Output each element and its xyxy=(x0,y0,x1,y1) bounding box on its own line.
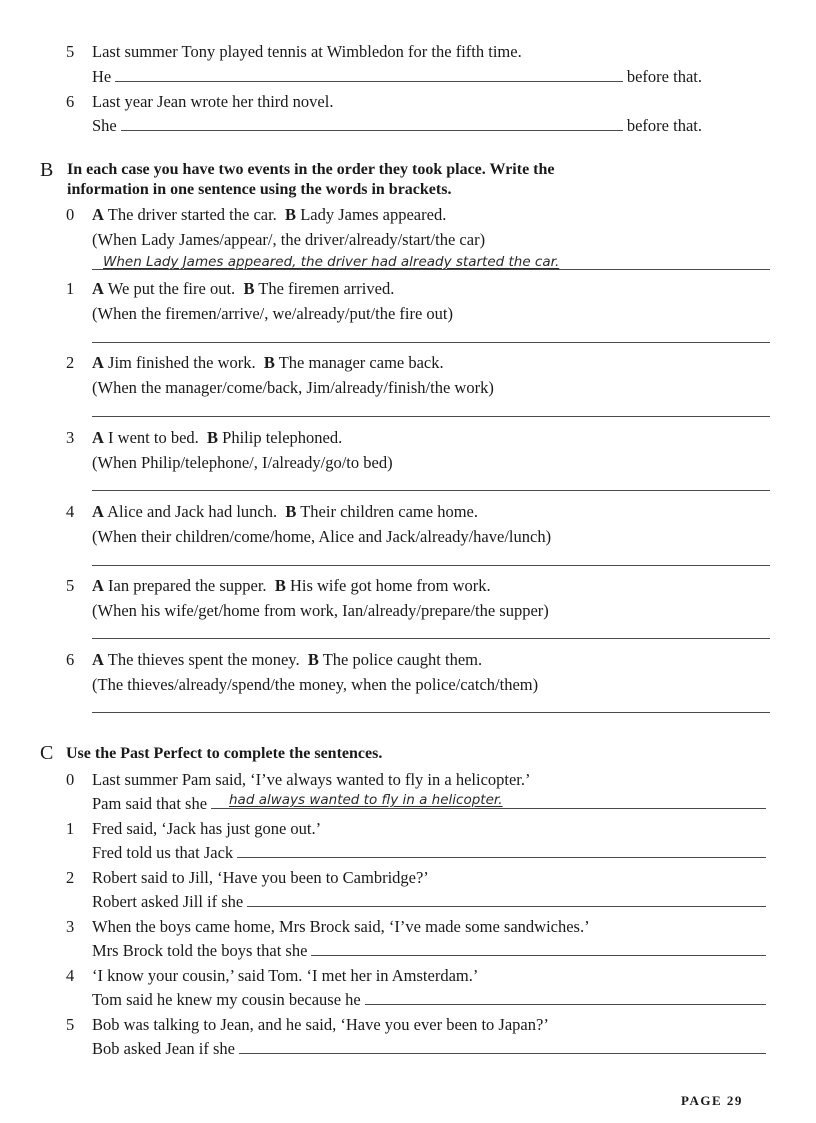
c-item-1-prompt: Fred said, ‘Jack has just gone out.’ xyxy=(92,819,322,838)
b-item-1-label-b: B xyxy=(243,279,255,298)
c-item-3-prompt: When the boys came home, Mrs Brock said, ‘I’ve made some sandwiches.’ xyxy=(92,917,590,936)
a-item-6-number: 6 xyxy=(66,92,75,111)
a-item-6-lead: She xyxy=(92,116,117,135)
b-item-2-label-b: B xyxy=(263,353,275,372)
b-item-4-label-b: B xyxy=(285,502,297,521)
c-item-2-lead: Robert asked Jill if she xyxy=(92,892,244,911)
b-item-2-number: 2 xyxy=(66,353,75,372)
b-item-4-event-b: Their children came home. xyxy=(300,502,478,521)
c-item-4-answer-row xyxy=(92,990,770,1010)
b-item-3-answer-line[interactable] xyxy=(92,490,770,491)
a-item-5-prompt: Last summer Tony played tennis at Wimbledon for the fifth time. xyxy=(92,42,522,61)
b-item-1-hint: (When the firemen/arrive/, we/already/put/the fire out) xyxy=(92,304,454,323)
c-item-5-answer-row xyxy=(92,1039,770,1059)
b-item-6-number: 6 xyxy=(66,650,75,669)
b-item-1-event-a: We put the fire out. xyxy=(107,279,236,298)
section-b-letter: B xyxy=(40,159,54,181)
b-item-5-answer-line[interactable] xyxy=(92,638,770,639)
c-item-1-number: 1 xyxy=(66,819,75,838)
a-item-6-answer-row xyxy=(92,116,702,136)
c-item-5-answer-blank[interactable] xyxy=(239,1053,766,1054)
section-c-instruction: Use the Past Perfect to complete the sentences. xyxy=(66,745,383,762)
a-item-5-lead: He xyxy=(92,67,112,86)
page-number: PAGE 29 xyxy=(681,1093,743,1108)
c-item-4-answer-blank[interactable] xyxy=(365,1004,766,1005)
b-item-0-event-a: The driver started the car. xyxy=(107,205,277,224)
b-item-0-label-b: B xyxy=(285,205,297,224)
b-item-4-hint: (When their children/come/home, Alice and Jack/already/have/lunch) xyxy=(92,527,552,546)
b-item-2-event-a: Jim finished the work. xyxy=(108,353,256,372)
a-item-5-answer-blank[interactable] xyxy=(115,81,623,82)
b-item-5-label-b: B xyxy=(274,576,286,595)
b-item-3-hint: (When Philip/telephone/, I/already/go/to bed) xyxy=(92,453,393,472)
b-item-0-example-answer: When Lady James appeared, the driver had already started the car. xyxy=(103,254,560,270)
b-item-4-events xyxy=(92,502,478,522)
b-item-1-number: 1 xyxy=(66,279,75,298)
c-item-1-answer-blank[interactable] xyxy=(237,857,766,858)
b-item-2-label-a: A xyxy=(92,353,104,372)
b-item-0-event-b: Lady James appeared. xyxy=(300,205,447,224)
c-item-1-lead: Fred told us that Jack xyxy=(92,843,234,862)
b-item-3-label-a: A xyxy=(92,428,104,447)
b-item-1-answer-line[interactable] xyxy=(92,342,770,343)
b-item-0-hint: (When Lady James/appear/, the driver/already/start/the car) xyxy=(92,230,486,249)
c-item-5-number: 5 xyxy=(66,1015,75,1034)
b-item-3-event-a: I went to bed. xyxy=(108,428,199,447)
c-item-4-prompt: ‘I know your cousin,’ said Tom. ‘I met her in Amsterdam.’ xyxy=(92,966,479,985)
b-item-5-label-a: A xyxy=(92,576,104,595)
section-b-instruction-line-2: information in one sentence using the words in brackets. xyxy=(67,181,452,198)
c-item-3-answer-blank[interactable] xyxy=(311,955,766,956)
b-item-5-hint: (When his wife/get/home from work, Ian/already/prepare/the supper) xyxy=(92,601,549,620)
section-b-instruction-line-1: In each case you have two events in the order they took place. Write the xyxy=(67,161,555,178)
c-item-3-lead: Mrs Brock told the boys that she xyxy=(92,941,308,960)
b-item-2-event-b: The manager came back. xyxy=(278,353,444,372)
a-item-5-answer-row xyxy=(92,67,702,87)
b-item-6-hint: (The thieves/already/spend/the money, when the police/catch/them) xyxy=(92,675,539,694)
b-item-6-label-a: A xyxy=(92,650,104,669)
c-item-0-prompt: Last summer Pam said, ‘I’ve always wanted to fly in a helicopter.’ xyxy=(92,770,531,789)
b-item-3-label-b: B xyxy=(207,428,219,447)
c-item-4-number: 4 xyxy=(66,966,75,985)
c-item-2-prompt: Robert said to Jill, ‘Have you been to Cambridge?’ xyxy=(92,868,429,887)
b-item-3-event-b: Philip telephoned. xyxy=(222,428,343,447)
c-item-0-lead: Pam said that she xyxy=(92,794,208,813)
b-item-4-event-a: Alice and Jack had lunch. xyxy=(107,502,278,521)
b-item-2-hint: (When the manager/come/back, Jim/already/finish/the work) xyxy=(92,378,494,397)
b-item-5-number: 5 xyxy=(66,576,75,595)
b-item-1-events xyxy=(92,279,394,299)
b-item-4-label-a: A xyxy=(92,502,104,521)
b-item-0-events xyxy=(92,205,446,225)
b-item-5-events xyxy=(92,576,491,596)
a-item-5-tail: before that. xyxy=(626,67,702,86)
a-item-6-answer-blank[interactable] xyxy=(121,130,623,131)
b-item-5-event-a: Ian prepared the supper. xyxy=(108,576,267,595)
c-item-2-number: 2 xyxy=(66,868,75,887)
c-item-5-prompt: Bob was talking to Jean, and he said, ‘Have you ever been to Japan?’ xyxy=(92,1015,549,1034)
b-item-2-answer-line[interactable] xyxy=(92,416,770,417)
b-item-0-answer-line xyxy=(92,269,770,270)
b-item-2-events xyxy=(92,353,444,373)
b-item-6-answer-line[interactable] xyxy=(92,712,770,713)
b-item-1-event-b: The firemen arrived. xyxy=(258,279,395,298)
c-item-1-answer-row xyxy=(92,843,770,863)
c-item-4-lead: Tom said he knew my cousin because he xyxy=(92,990,361,1009)
c-item-0-example-answer: had always wanted to fly in a helicopter. xyxy=(229,792,503,808)
b-item-6-label-b: B xyxy=(307,650,319,669)
a-item-6-tail: before that. xyxy=(626,116,702,135)
b-item-3-number: 3 xyxy=(66,428,75,447)
b-item-5-event-b: His wife got home from work. xyxy=(289,576,491,595)
b-item-0-label-a: A xyxy=(92,205,104,224)
b-item-4-answer-line[interactable] xyxy=(92,565,770,566)
b-item-4-number: 4 xyxy=(66,502,75,521)
b-item-3-events xyxy=(92,428,342,448)
b-item-6-events xyxy=(92,650,482,670)
a-item-5-number: 5 xyxy=(66,42,75,61)
c-item-3-answer-row xyxy=(92,941,770,961)
c-item-0-number: 0 xyxy=(66,770,75,789)
b-item-1-label-a: A xyxy=(92,279,104,298)
b-item-6-event-b: The police caught them. xyxy=(322,650,483,669)
b-item-6-event-a: The thieves spent the money. xyxy=(107,650,300,669)
c-item-2-answer-blank[interactable] xyxy=(247,906,766,907)
c-item-5-lead: Bob asked Jean if she xyxy=(92,1039,235,1058)
a-item-6-prompt: Last year Jean wrote her third novel. xyxy=(92,92,334,111)
c-item-2-answer-row xyxy=(92,892,770,912)
section-c-letter: C xyxy=(40,742,54,764)
b-item-0-number: 0 xyxy=(66,205,75,224)
c-item-3-number: 3 xyxy=(66,917,75,936)
